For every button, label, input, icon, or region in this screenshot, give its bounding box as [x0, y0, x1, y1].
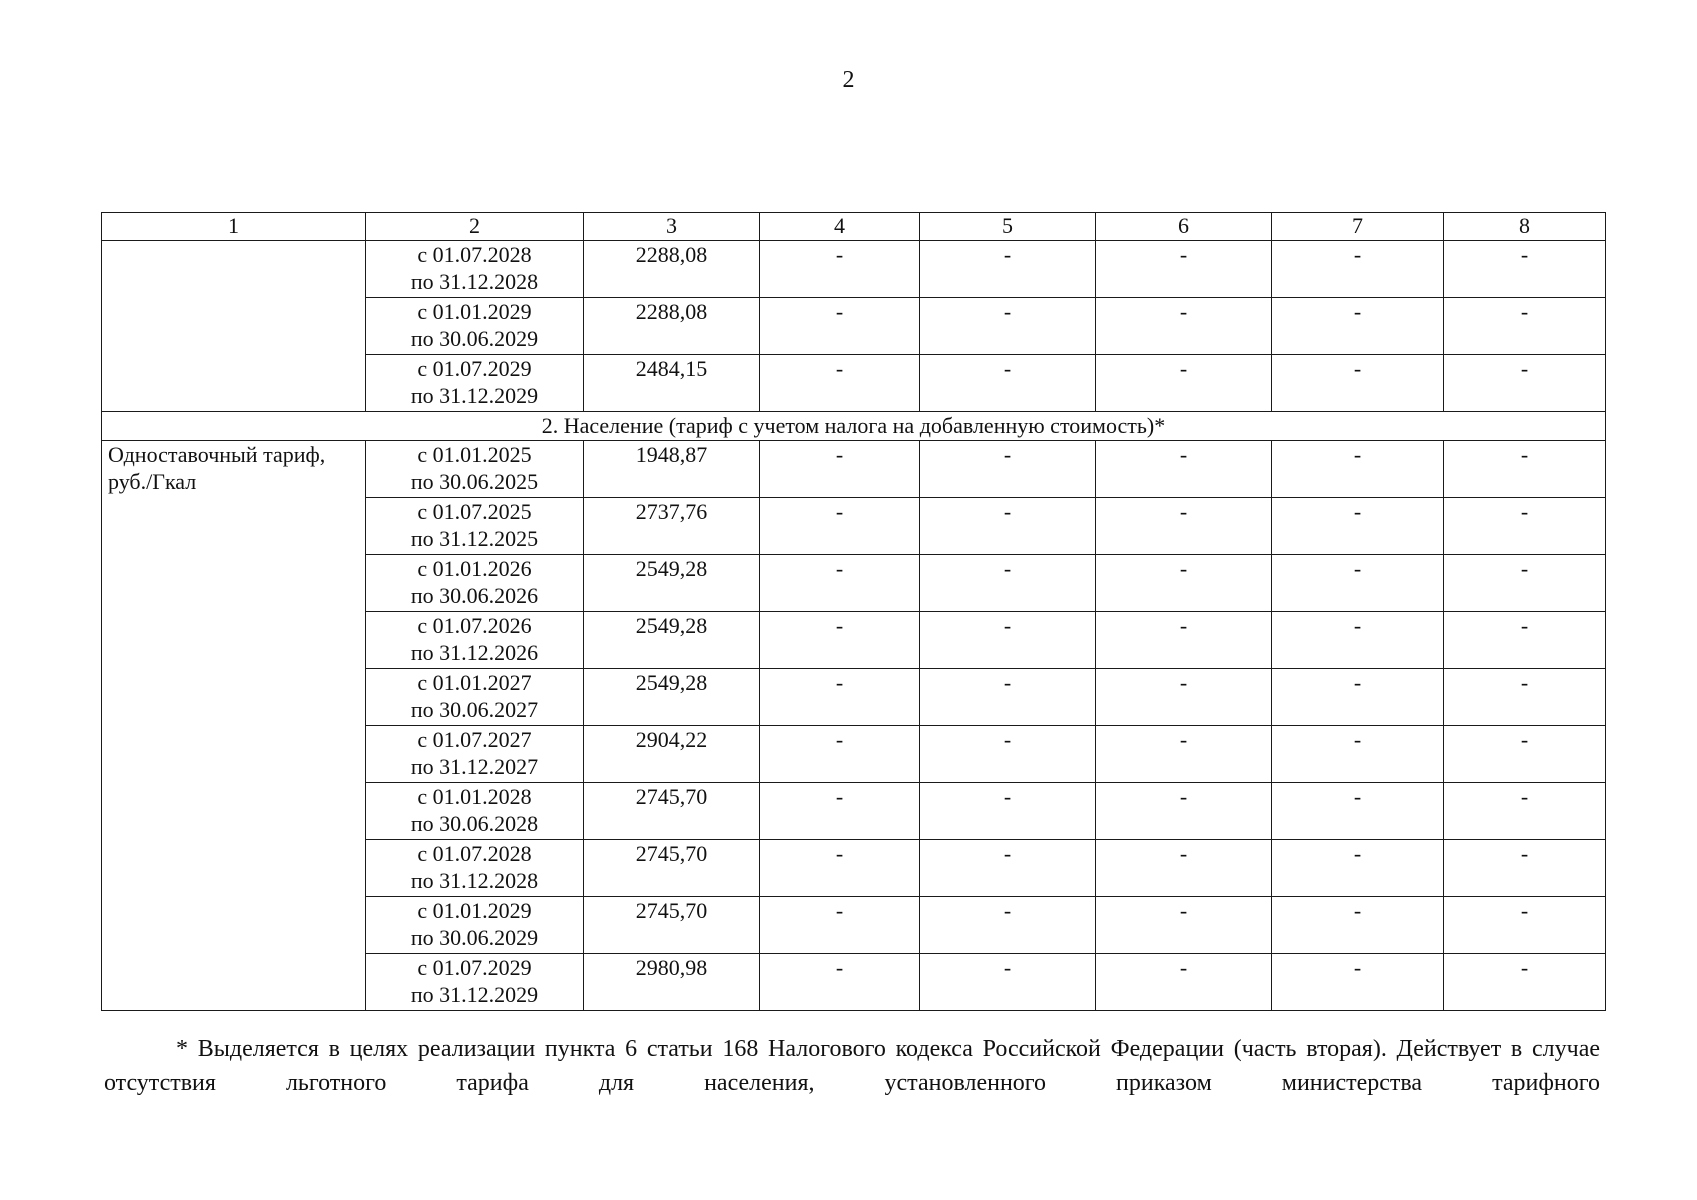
empty-value-dash: -	[1096, 241, 1272, 298]
empty-value-dash: -	[920, 669, 1096, 726]
empty-value-dash: -	[760, 726, 920, 783]
empty-value-dash: -	[1272, 669, 1444, 726]
column-number: 8	[1444, 213, 1606, 241]
column-number-row	[102, 213, 1606, 241]
empty-value-dash: -	[920, 441, 1096, 498]
empty-value-dash: -	[760, 840, 920, 897]
section-title: 2. Население (тариф с учетом налога на добавленную стоимость)*	[102, 412, 1606, 441]
empty-value-dash: -	[760, 555, 920, 612]
empty-value-dash: -	[920, 555, 1096, 612]
empty-value-dash: -	[1272, 612, 1444, 669]
empty-value-dash: -	[1444, 441, 1606, 498]
period-to: по 30.06.2025	[410, 469, 539, 494]
table-row	[102, 441, 1606, 498]
empty-value-dash: -	[1444, 726, 1606, 783]
empty-value-dash: -	[1444, 298, 1606, 355]
period-cell	[366, 355, 584, 412]
tariff-value: 2745,70	[584, 897, 760, 954]
empty-value-dash: -	[920, 241, 1096, 298]
empty-value-dash: -	[1096, 669, 1272, 726]
period-from: с 01.01.2025	[417, 442, 532, 467]
table-row	[102, 241, 1606, 298]
empty-value-dash: -	[1272, 783, 1444, 840]
period-cell	[366, 726, 584, 783]
page-number: 2	[842, 67, 855, 93]
period-from: с 01.01.2029	[417, 299, 532, 324]
tariff-value: 2904,22	[584, 726, 760, 783]
period-to: по 31.12.2029	[410, 982, 539, 1007]
period-to: по 31.12.2027	[410, 754, 539, 779]
tariff-value: 1948,87	[584, 441, 760, 498]
period-cell	[366, 498, 584, 555]
empty-value-dash: -	[1096, 612, 1272, 669]
empty-value-dash: -	[1444, 241, 1606, 298]
empty-value-dash: -	[920, 298, 1096, 355]
tariff-table-body	[102, 213, 1606, 1011]
period-cell	[366, 669, 584, 726]
period-to: по 31.12.2025	[410, 526, 539, 551]
empty-value-dash: -	[760, 498, 920, 555]
period-to: по 30.06.2029	[410, 925, 539, 950]
empty-value-dash: -	[1096, 726, 1272, 783]
empty-value-dash: -	[1272, 498, 1444, 555]
empty-value-dash: -	[1444, 355, 1606, 412]
period-from: с 01.07.2028	[417, 242, 532, 267]
empty-value-dash: -	[1444, 783, 1606, 840]
period-cell	[366, 612, 584, 669]
footnote-text: * Выделяется в целях реализации пункта 6 статьи 168 Налогового кодекса Российской Федерации (часть вторая). Действует в случае отсутствия льготного тарифа для населения, установленного приказом министерства тарифного	[104, 1036, 1600, 1096]
period-cell	[366, 897, 584, 954]
empty-value-dash: -	[920, 612, 1096, 669]
period-cell	[366, 441, 584, 498]
period-from: с 01.01.2027	[417, 670, 532, 695]
empty-value-dash: -	[1444, 498, 1606, 555]
tariff-value: 2288,08	[584, 241, 760, 298]
tariff-value: 2980,98	[584, 954, 760, 1011]
tariff-value: 2549,28	[584, 612, 760, 669]
period-from: с 01.07.2029	[417, 955, 532, 980]
empty-value-dash: -	[1272, 241, 1444, 298]
tariff-label-cell	[102, 241, 366, 412]
empty-value-dash: -	[760, 298, 920, 355]
period-from: с 01.07.2027	[417, 727, 532, 752]
empty-value-dash: -	[1272, 298, 1444, 355]
empty-value-dash: -	[1272, 726, 1444, 783]
column-number: 4	[760, 213, 920, 241]
empty-value-dash: -	[760, 897, 920, 954]
period-to: по 30.06.2028	[410, 811, 539, 836]
tariff-label-cell	[102, 441, 366, 1011]
empty-value-dash: -	[1444, 555, 1606, 612]
empty-value-dash: -	[760, 783, 920, 840]
empty-value-dash: -	[1096, 555, 1272, 612]
tariff-table	[101, 212, 1606, 1011]
empty-value-dash: -	[1096, 954, 1272, 1011]
period-from: с 01.01.2029	[417, 898, 532, 923]
empty-value-dash: -	[1444, 669, 1606, 726]
empty-value-dash: -	[920, 783, 1096, 840]
empty-value-dash: -	[920, 954, 1096, 1011]
empty-value-dash: -	[1096, 355, 1272, 412]
period-to: по 30.06.2029	[410, 326, 539, 351]
empty-value-dash: -	[1444, 897, 1606, 954]
tariff-label-line: Одноставочный тариф,	[108, 442, 326, 467]
empty-value-dash: -	[1096, 441, 1272, 498]
empty-value-dash: -	[1096, 897, 1272, 954]
tariff-value: 2484,15	[584, 355, 760, 412]
empty-value-dash: -	[760, 441, 920, 498]
tariff-value: 2549,28	[584, 669, 760, 726]
period-to: по 31.12.2028	[410, 868, 539, 893]
column-number: 5	[920, 213, 1096, 241]
empty-value-dash: -	[1444, 612, 1606, 669]
empty-value-dash: -	[1096, 840, 1272, 897]
empty-value-dash: -	[920, 840, 1096, 897]
empty-value-dash: -	[1272, 555, 1444, 612]
period-cell	[366, 840, 584, 897]
empty-value-dash: -	[760, 954, 920, 1011]
empty-value-dash: -	[920, 897, 1096, 954]
empty-value-dash: -	[1272, 355, 1444, 412]
empty-value-dash: -	[920, 498, 1096, 555]
period-from: с 01.07.2025	[417, 499, 532, 524]
empty-value-dash: -	[1272, 897, 1444, 954]
period-to: по 30.06.2026	[410, 583, 539, 608]
period-from: с 01.07.2029	[417, 356, 532, 381]
empty-value-dash: -	[1096, 498, 1272, 555]
period-to: по 31.12.2028	[410, 269, 539, 294]
column-number: 1	[102, 213, 366, 241]
tariff-value: 2745,70	[584, 840, 760, 897]
column-number: 7	[1272, 213, 1444, 241]
period-from: с 01.01.2028	[417, 784, 532, 809]
tariff-value: 2288,08	[584, 298, 760, 355]
section-row	[102, 412, 1606, 441]
empty-value-dash: -	[1272, 840, 1444, 897]
empty-value-dash: -	[1444, 840, 1606, 897]
period-from: с 01.07.2026	[417, 613, 532, 638]
empty-value-dash: -	[920, 726, 1096, 783]
column-number: 3	[584, 213, 760, 241]
period-to: по 31.12.2029	[410, 383, 539, 408]
period-to: по 31.12.2026	[410, 640, 539, 665]
footnote	[104, 1032, 1600, 1100]
period-to: по 30.06.2027	[410, 697, 539, 722]
period-cell	[366, 241, 584, 298]
column-number: 6	[1096, 213, 1272, 241]
empty-value-dash: -	[760, 669, 920, 726]
period-from: с 01.07.2028	[417, 841, 532, 866]
empty-value-dash: -	[1096, 783, 1272, 840]
empty-value-dash: -	[760, 612, 920, 669]
tariff-value: 2549,28	[584, 555, 760, 612]
empty-value-dash: -	[1272, 954, 1444, 1011]
period-cell	[366, 783, 584, 840]
period-cell	[366, 954, 584, 1011]
empty-value-dash: -	[760, 241, 920, 298]
period-cell	[366, 555, 584, 612]
empty-value-dash: -	[1444, 954, 1606, 1011]
empty-value-dash: -	[760, 355, 920, 412]
empty-value-dash: -	[1272, 441, 1444, 498]
period-cell	[366, 298, 584, 355]
empty-value-dash: -	[1096, 298, 1272, 355]
column-number: 2	[366, 213, 584, 241]
tariff-label-line: руб./Гкал	[108, 469, 197, 494]
empty-value-dash: -	[920, 355, 1096, 412]
tariff-value: 2737,76	[584, 498, 760, 555]
tariff-value: 2745,70	[584, 783, 760, 840]
period-from: с 01.01.2026	[417, 556, 532, 581]
